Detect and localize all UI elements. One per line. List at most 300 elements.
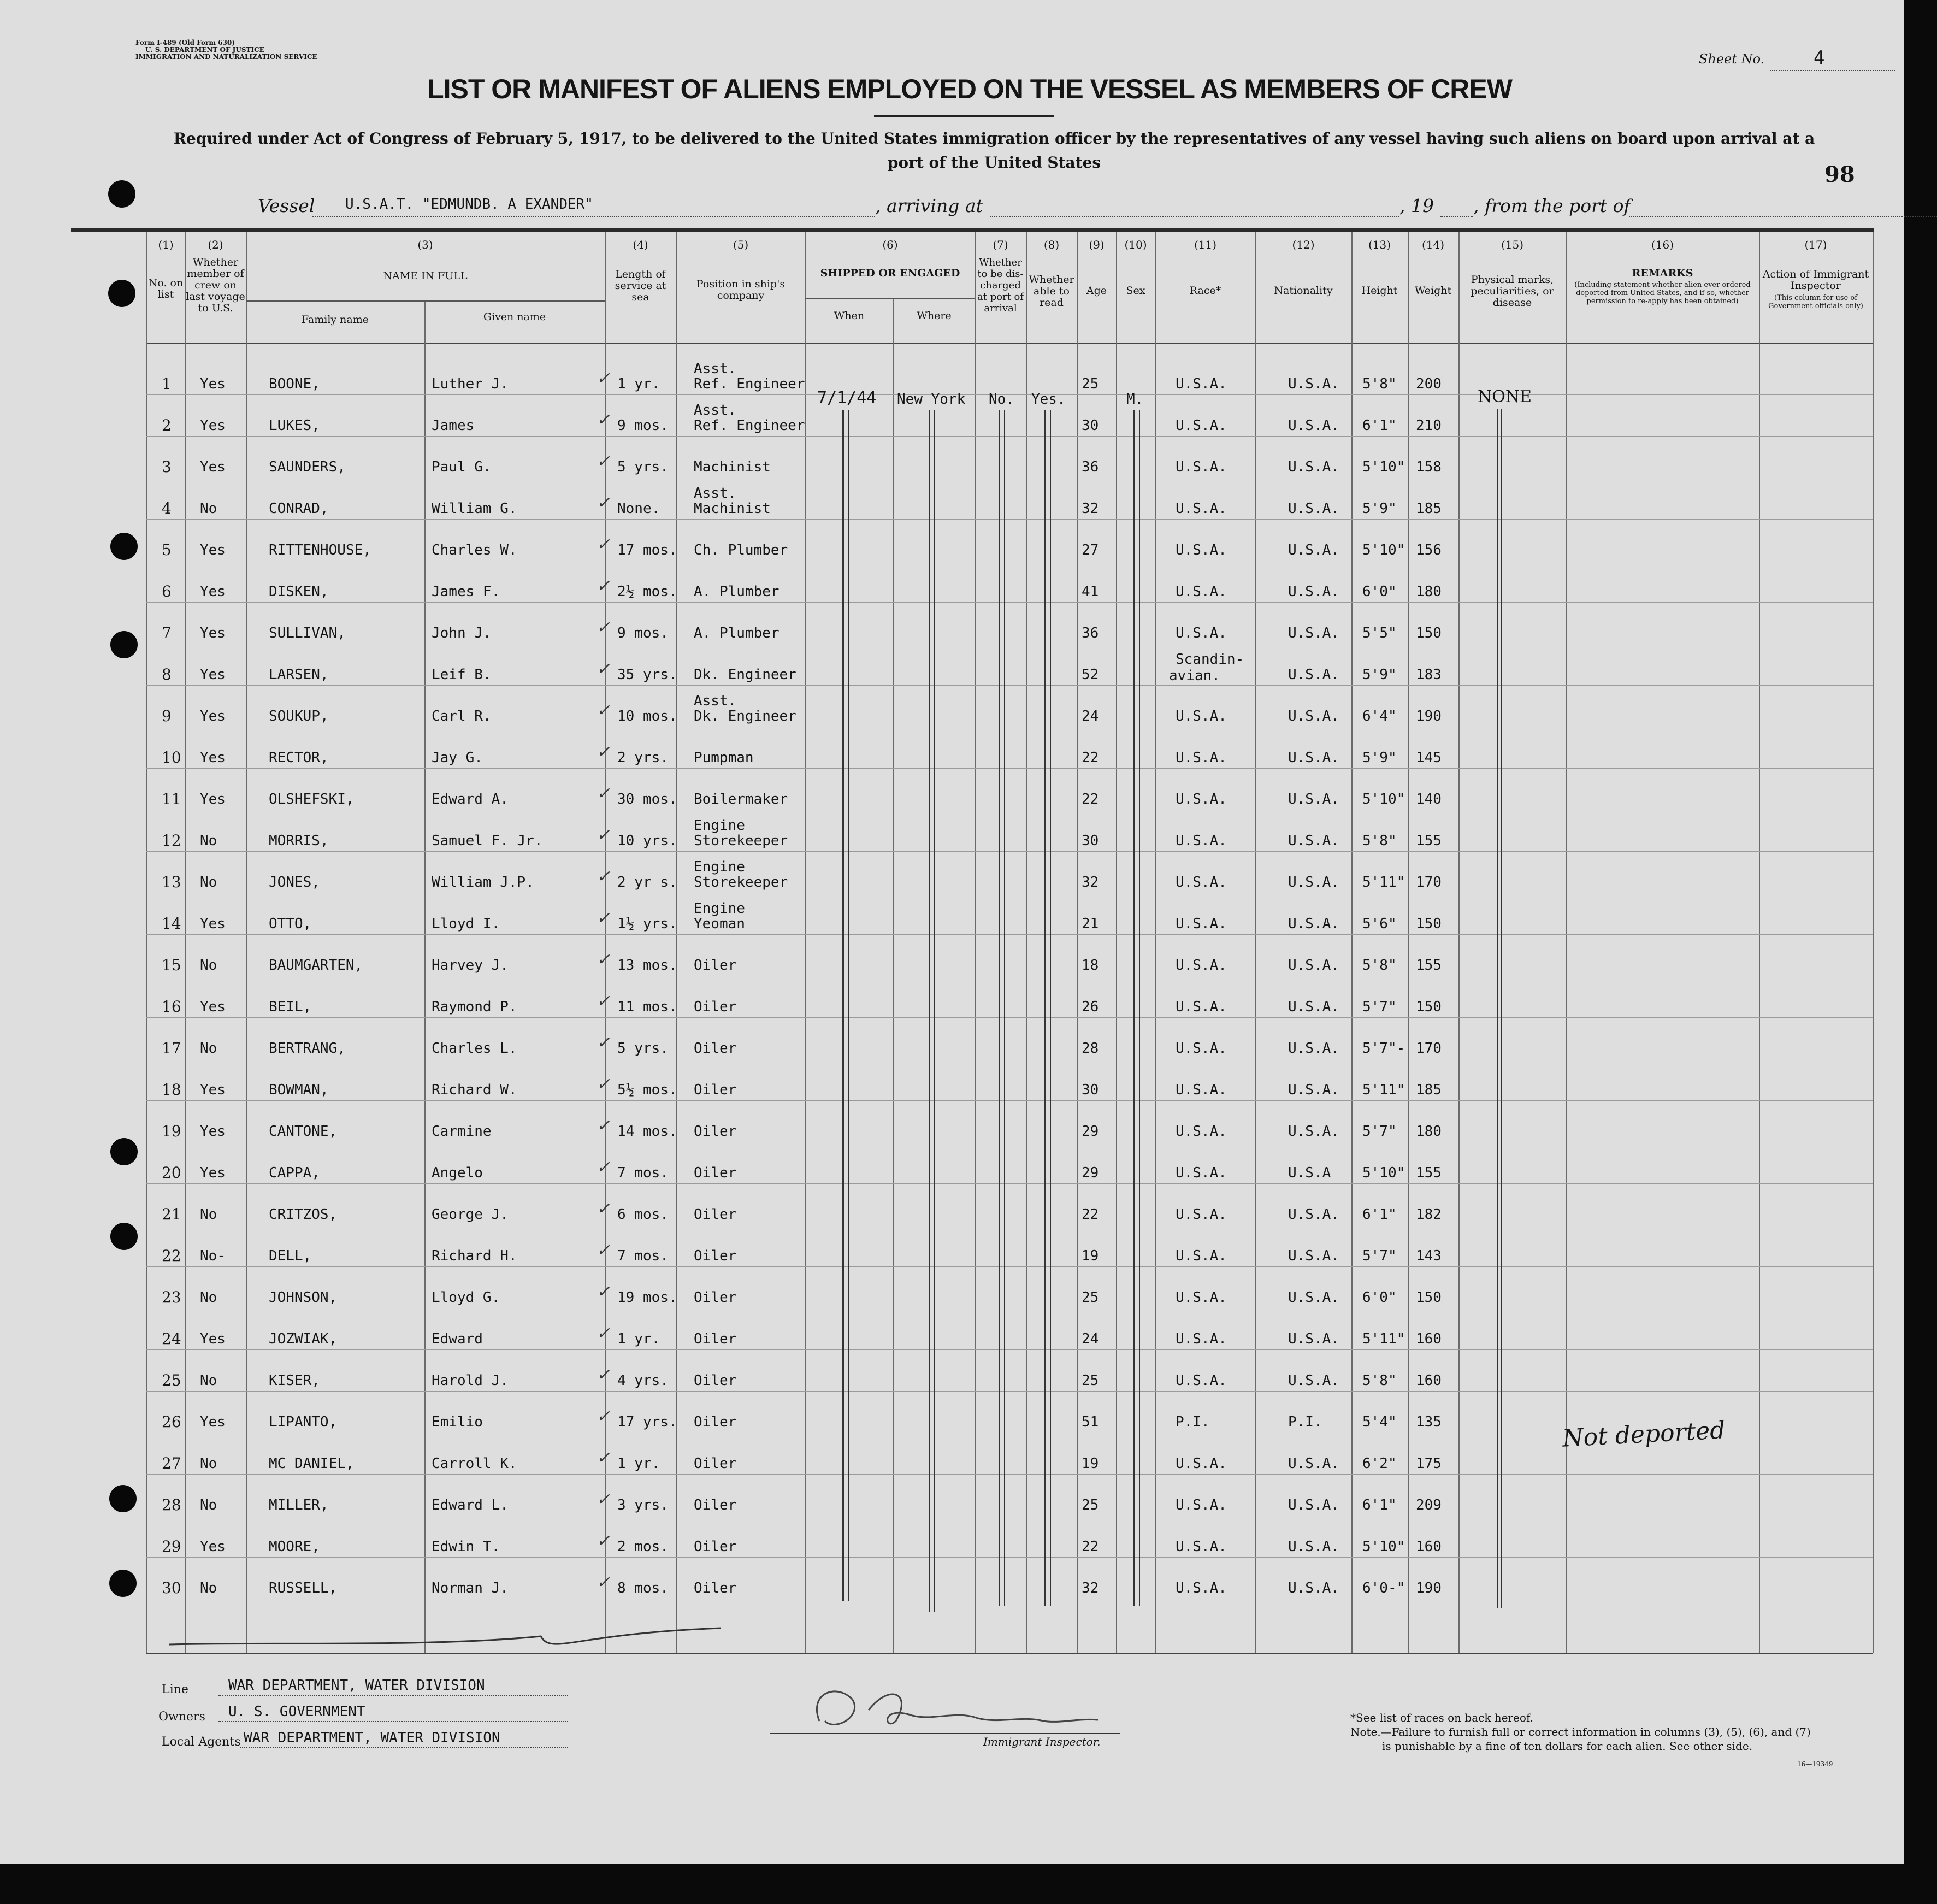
last-voyage-value: Yes	[200, 376, 226, 392]
last-voyage-value: No	[200, 1289, 217, 1306]
race-value-line-2: avian.	[1169, 668, 1220, 684]
weight-value: 158	[1416, 459, 1442, 475]
position-line-2: Boilermaker	[694, 791, 788, 807]
row-number: 7	[162, 624, 172, 642]
position-line-2: Oiler	[694, 1580, 737, 1596]
given-name: Leif B.	[432, 667, 492, 683]
weight-value: 150	[1416, 999, 1442, 1015]
check-mark-icon: ✓	[597, 1407, 611, 1426]
col-header-sex: Sex	[1126, 285, 1145, 297]
family-name: BAUMGARTEN,	[269, 957, 363, 974]
grid-line	[1408, 232, 1409, 1653]
height-value: 5'9"	[1362, 500, 1397, 517]
length-of-service: 6 mos.	[617, 1206, 669, 1223]
age-value: 19	[1082, 1455, 1099, 1472]
footer-note-penalty: Note.—Failure to furnish full or correct information in columns (3), (5), (6), and (7)	[1350, 1725, 1811, 1738]
position-line-1: Engine	[694, 859, 745, 875]
last-voyage-value: Yes	[200, 667, 226, 683]
height-value: 6'1"	[1362, 417, 1397, 434]
length-of-service: 2 yr s.	[617, 874, 677, 891]
length-of-service: 10 mos.	[617, 708, 677, 724]
last-voyage-value: Yes	[200, 417, 226, 434]
position-line-2: Ch. Plumber	[694, 542, 788, 558]
race-value: U.S.A.	[1176, 750, 1227, 766]
height-value: 5'9"	[1362, 750, 1397, 766]
height-value: 6'0"	[1362, 1289, 1397, 1306]
nationality-value: U.S.A.	[1288, 916, 1339, 932]
last-voyage-value: Yes	[200, 625, 226, 641]
last-voyage-value: No	[200, 1455, 217, 1472]
col-6-number: (6)	[882, 238, 898, 251]
check-mark-icon: ✓	[597, 1116, 611, 1135]
age-value: 32	[1082, 1580, 1099, 1596]
age-value: 30	[1082, 1082, 1099, 1098]
length-of-service: 9 mos.	[617, 417, 669, 434]
row-number: 30	[162, 1579, 181, 1597]
row-number: 25	[162, 1371, 181, 1389]
nationality-value: U.S.A.	[1288, 1497, 1339, 1513]
race-value: U.S.A.	[1176, 999, 1227, 1015]
age-value: 24	[1082, 1331, 1099, 1347]
family-name: JONES,	[269, 874, 320, 891]
position-line-2: Oiler	[694, 1331, 737, 1347]
check-mark-icon: ✓	[597, 1075, 611, 1094]
ditto-line	[1133, 410, 1135, 1606]
row-number: 18	[162, 1081, 181, 1099]
position-line-2: Oiler	[694, 1455, 737, 1472]
height-value: 6'2"	[1362, 1455, 1397, 1472]
family-name: MORRIS,	[269, 833, 329, 849]
nationality-value: U.S.A.	[1288, 1372, 1339, 1389]
age-value: 51	[1082, 1414, 1099, 1430]
race-value: U.S.A.	[1176, 625, 1227, 641]
col-8-number: (8)	[1043, 238, 1060, 251]
position-line-2: A. Plumber	[694, 625, 779, 641]
grid-line	[805, 232, 806, 1653]
row-number: 21	[162, 1205, 181, 1223]
row-rule	[146, 1017, 1873, 1018]
col-9-number: (9)	[1089, 238, 1105, 251]
position-line-2: Oiler	[694, 957, 737, 974]
length-of-service: 2 yrs.	[617, 750, 669, 766]
height-value: 5'7"-	[1362, 1040, 1405, 1057]
last-voyage-value: Yes	[200, 999, 226, 1015]
row-rule	[146, 934, 1873, 935]
row-number: 13	[162, 873, 181, 891]
position-line-2: Machinist	[694, 500, 771, 517]
grid-line	[1759, 232, 1760, 1653]
weight-value: 160	[1416, 1331, 1442, 1347]
row-rule	[146, 1474, 1873, 1475]
sex-value: M.	[1126, 391, 1144, 408]
footer-agents-value: WAR DEPARTMENT, WATER DIVISION	[244, 1730, 500, 1746]
check-mark-icon: ✓	[597, 659, 611, 679]
last-voyage-value: No	[200, 1580, 217, 1596]
weight-value: 145	[1416, 750, 1442, 766]
check-mark-icon: ✓	[597, 535, 611, 554]
vessel-line	[258, 195, 1733, 222]
age-value: 25	[1082, 376, 1099, 392]
given-name: George J.	[432, 1206, 509, 1223]
family-name: OTTO,	[269, 916, 312, 932]
col-5-number: (5)	[733, 238, 749, 251]
height-value: 6'1"	[1362, 1497, 1397, 1513]
inspector-note: (This column for use of Government officials only)	[1768, 294, 1863, 310]
position-line-2: Oiler	[694, 1372, 737, 1389]
age-value: 22	[1082, 791, 1099, 807]
given-name: Edward A.	[432, 791, 509, 807]
age-value: 25	[1082, 1372, 1099, 1389]
given-name: Samuel F. Jr.	[432, 833, 543, 849]
given-name: Edward	[432, 1331, 483, 1347]
family-name: KISER,	[269, 1372, 320, 1389]
grid-line	[424, 300, 426, 1653]
height-value: 6'1"	[1362, 1206, 1397, 1223]
check-mark-icon: ✓	[597, 1573, 611, 1592]
check-mark-icon: ✓	[597, 618, 611, 637]
given-name: Luther J.	[432, 376, 509, 392]
row-rule	[146, 436, 1873, 437]
length-of-service: 17 mos.	[617, 542, 677, 558]
check-mark-icon: ✓	[597, 1490, 611, 1509]
check-mark-icon: ✓	[597, 1531, 611, 1551]
weight-value: 180	[1416, 1123, 1442, 1140]
given-name: Charles W.	[432, 542, 517, 558]
col-header-inspector-action: Action of Immigrant Inspector	[1762, 268, 1869, 292]
given-name: James F.	[432, 583, 500, 600]
nationality-value: U.S.A.	[1288, 1206, 1339, 1223]
col-header-position: Position in ship's company	[696, 278, 786, 302]
col-header-when: When	[834, 310, 865, 322]
family-name: CONRAD,	[269, 500, 329, 517]
last-voyage-value: Yes	[200, 1414, 226, 1430]
race-value: U.S.A.	[1176, 1289, 1227, 1306]
family-name: DISKEN,	[269, 583, 329, 600]
footer-note-penalty-2: is punishable by a fine of ten dollars for each alien. See other side.	[1382, 1740, 1753, 1753]
grid-line	[1116, 232, 1117, 1653]
nationality-value: P.I.	[1288, 1414, 1322, 1430]
ditto-line	[842, 410, 844, 1601]
col-header-no-on-list: No. on list	[148, 277, 184, 300]
ditto-line	[1497, 409, 1498, 1608]
age-value: 41	[1082, 583, 1099, 600]
grid-line	[1351, 232, 1353, 1653]
weight-value: 156	[1416, 542, 1442, 558]
last-voyage-value: Yes	[200, 1538, 226, 1555]
footer-owners-value: U. S. GOVERNMENT	[228, 1703, 365, 1720]
weight-value: 150	[1416, 916, 1442, 932]
age-value: 18	[1082, 957, 1099, 974]
race-value: U.S.A.	[1176, 874, 1227, 891]
family-name: RECTOR,	[269, 750, 329, 766]
last-voyage-value: Yes	[200, 750, 226, 766]
able-to-read-value: Yes.	[1031, 391, 1066, 408]
nationality-value: U.S.A.	[1288, 1082, 1339, 1098]
nationality-value: U.S.A.	[1288, 1538, 1339, 1555]
position-line-2: Oiler	[694, 1538, 737, 1555]
weight-value: 140	[1416, 791, 1442, 807]
form-id	[135, 39, 317, 61]
grid-line	[975, 232, 976, 1653]
col-header-family-name: Family name	[302, 314, 369, 326]
length-of-service: 1 yr.	[617, 1455, 660, 1472]
family-name: RITTENHOUSE,	[269, 542, 371, 558]
row-rule	[146, 1100, 1873, 1101]
check-mark-icon: ✓	[597, 1324, 611, 1343]
age-value: 24	[1082, 708, 1099, 724]
inspector-rule	[770, 1733, 1120, 1734]
length-of-service: 7 mos.	[617, 1248, 669, 1264]
col-13-number: (13)	[1368, 238, 1391, 251]
footer-agents-label: Local Agents	[162, 1735, 241, 1749]
race-value: U.S.A.	[1176, 1455, 1227, 1472]
nationality-value: U.S.A.	[1288, 459, 1339, 475]
age-value: 22	[1082, 1538, 1099, 1555]
position-line-2: Storekeeper	[694, 833, 788, 849]
row-number: 24	[162, 1330, 181, 1348]
check-mark-icon: ✓	[597, 576, 611, 596]
last-voyage-value: No	[200, 833, 217, 849]
discharged-value: No.	[989, 391, 1014, 408]
col-header-nationality: Nationality	[1274, 285, 1333, 297]
signature-flourish	[158, 1617, 732, 1661]
grid-line	[246, 232, 247, 1653]
family-name: SAUNDERS,	[269, 459, 346, 475]
given-name: Paul G.	[432, 459, 492, 475]
given-name: Edwin T.	[432, 1538, 500, 1555]
col-15-number: (15)	[1501, 238, 1524, 251]
age-value: 26	[1082, 999, 1099, 1015]
footer-rule	[218, 1721, 568, 1722]
given-name: Richard H.	[432, 1248, 517, 1264]
length-of-service: 11 mos.	[617, 999, 677, 1015]
length-of-service: 35 yrs.	[617, 667, 677, 683]
weight-value: 155	[1416, 1165, 1442, 1181]
check-mark-icon: ✓	[597, 1033, 611, 1052]
family-name: OLSHEFSKI,	[269, 791, 355, 807]
position-line-1: Engine	[694, 900, 745, 917]
family-name: JOZWIAK,	[269, 1331, 338, 1347]
row-number: 29	[162, 1537, 181, 1555]
row-rule	[146, 1557, 1873, 1558]
race-value: U.S.A.	[1176, 1040, 1227, 1057]
footer-owners-label: Owners	[158, 1710, 205, 1724]
row-rule	[146, 519, 1873, 520]
height-value: 5'11"	[1362, 874, 1405, 891]
last-voyage-value: Yes	[200, 916, 226, 932]
height-value: 5'7"	[1362, 1123, 1397, 1140]
family-name: RUSSELL,	[269, 1580, 338, 1596]
position-line-2: Oiler	[694, 1082, 737, 1098]
race-value: U.S.A.	[1176, 957, 1227, 974]
family-name: BOONE,	[269, 376, 320, 392]
height-value: 5'11"	[1362, 1082, 1405, 1098]
footer-line-label: Line	[162, 1683, 188, 1696]
height-value: 5'10"	[1362, 1538, 1405, 1555]
year-label: , 19	[1399, 195, 1434, 216]
age-value: 25	[1082, 1289, 1099, 1306]
family-name: LUKES,	[269, 417, 320, 434]
height-value: 5'10"	[1362, 791, 1405, 807]
col-header-race: Race*	[1189, 285, 1221, 297]
nationality-value: U.S.A	[1288, 1165, 1331, 1181]
race-value: U.S.A.	[1176, 791, 1227, 807]
length-of-service: 14 mos.	[617, 1123, 677, 1140]
col-4-number: (4)	[633, 238, 648, 251]
row-number: 1	[162, 375, 172, 393]
nationality-value: U.S.A.	[1288, 1331, 1339, 1347]
weight-value: 170	[1416, 874, 1442, 891]
age-value: 30	[1082, 833, 1099, 849]
col-header-able-to-read: Whether able to read	[1029, 274, 1074, 309]
check-mark-icon: ✓	[597, 1448, 611, 1467]
weight-value: 209	[1416, 1497, 1442, 1513]
punch-hole	[110, 1223, 138, 1250]
form-number: Form I-489 (Old Form 630)	[135, 39, 235, 46]
check-mark-icon: ✓	[597, 701, 611, 720]
position-line-1: Asst.	[694, 485, 737, 502]
family-name: SOUKUP,	[269, 708, 329, 724]
position-line-2: Oiler	[694, 1289, 737, 1306]
row-rule	[146, 1391, 1873, 1392]
length-of-service: 1 yr.	[617, 376, 660, 392]
position-line-2: Ref. Engineer	[694, 417, 805, 434]
check-mark-icon: ✓	[597, 867, 611, 886]
height-value: 5'9"	[1362, 667, 1397, 683]
height-value: 5'10"	[1362, 1165, 1405, 1181]
grid-line	[1155, 232, 1156, 1653]
nationality-value: U.S.A.	[1288, 583, 1339, 600]
row-rule	[146, 1266, 1873, 1267]
family-name: BEIL,	[269, 999, 312, 1015]
row-number: 10	[162, 748, 181, 767]
check-mark-icon: ✓	[597, 992, 611, 1011]
check-mark-icon: ✓	[597, 1365, 611, 1384]
height-value: 5'10"	[1362, 542, 1405, 558]
row-rule	[146, 685, 1873, 686]
position-line-2: Ref. Engineer	[694, 376, 805, 392]
given-name: Emilio	[432, 1414, 483, 1430]
height-value: 6'0"	[1362, 583, 1397, 600]
check-mark-icon: ✓	[597, 452, 611, 471]
length-of-service: 17 yrs.	[617, 1414, 677, 1430]
given-name: Angelo	[432, 1165, 483, 1181]
weight-value: 155	[1416, 957, 1442, 974]
given-name: Carroll K.	[432, 1455, 517, 1472]
check-mark-icon: ✓	[597, 950, 611, 969]
row-rule	[146, 1183, 1873, 1184]
nationality-value: U.S.A.	[1288, 1455, 1339, 1472]
length-of-service: 2½ mos.	[617, 583, 677, 600]
grid-line	[185, 232, 186, 1653]
given-name: Lloyd I.	[432, 916, 500, 932]
age-value: 25	[1082, 1497, 1099, 1513]
footer-note-races: *See list of races on back hereof.	[1350, 1711, 1534, 1724]
age-value: 29	[1082, 1165, 1099, 1181]
nationality-value: U.S.A.	[1288, 708, 1339, 724]
shipped-subheader-rule	[805, 298, 975, 299]
last-voyage-value: Yes	[200, 1165, 226, 1181]
from-port-label: , from the port of	[1473, 195, 1631, 216]
name-subheader-rule	[246, 300, 605, 302]
ditto-line	[1004, 410, 1005, 1606]
punch-hole	[109, 1485, 137, 1512]
ditto-line	[1139, 410, 1140, 1606]
nationality-value: U.S.A.	[1288, 667, 1339, 683]
punch-hole	[109, 1570, 137, 1597]
nationality-value: U.S.A.	[1288, 417, 1339, 434]
col-header-length-of-service: Length of service at sea	[615, 268, 666, 303]
nationality-value: U.S.A.	[1288, 1040, 1339, 1057]
height-value: 5'7"	[1362, 1248, 1397, 1264]
subtitle-line-2: port of the United States	[887, 154, 1101, 172]
footer-line-value: WAR DEPARTMENT, WATER DIVISION	[228, 1677, 485, 1694]
length-of-service: 10 yrs.	[617, 833, 677, 849]
col-header-discharged: Whether to be dis-charged at port of arrival	[977, 257, 1024, 314]
given-name: Carmine	[432, 1123, 492, 1140]
height-value: 5'6"	[1362, 916, 1397, 932]
family-name: DELL,	[269, 1248, 312, 1264]
family-name: SULLIVAN,	[269, 625, 346, 641]
row-number: 19	[162, 1122, 181, 1140]
position-line-2: Oiler	[694, 999, 737, 1015]
sheet-number: 4	[1814, 47, 1825, 69]
ditto-line	[934, 410, 935, 1612]
length-of-service: 19 mos.	[617, 1289, 677, 1306]
family-name: JOHNSON,	[269, 1289, 338, 1306]
position-line-2: Oiler	[694, 1414, 737, 1430]
length-of-service: 5 yrs.	[617, 1040, 669, 1057]
height-value: 6'4"	[1362, 708, 1397, 724]
inspector-label: Immigrant Inspector.	[983, 1735, 1101, 1748]
col-header-where: Where	[917, 310, 952, 322]
length-of-service: 3 yrs.	[617, 1497, 669, 1513]
length-of-service: 8 mos.	[617, 1580, 669, 1596]
given-name: Harvey J.	[432, 957, 509, 974]
weight-value: 143	[1416, 1248, 1442, 1264]
check-mark-icon: ✓	[597, 742, 611, 762]
weight-value: 170	[1416, 1040, 1442, 1057]
given-name: James	[432, 417, 475, 434]
title-rule	[874, 115, 1054, 117]
weight-value: 182	[1416, 1206, 1442, 1223]
length-of-service: 7 mos.	[617, 1165, 669, 1181]
position-line-2: Oiler	[694, 1165, 737, 1181]
race-value: U.S.A.	[1176, 542, 1227, 558]
col-header-physical-marks: Physical marks, peculiarities, or disease	[1471, 274, 1554, 309]
check-mark-icon: ✓	[597, 1282, 611, 1301]
position-line-2: Machinist	[694, 459, 771, 475]
punch-hole	[110, 1138, 138, 1165]
row-number: 8	[162, 665, 172, 683]
ditto-line	[999, 410, 1000, 1606]
punch-hole	[108, 280, 135, 307]
row-number: 2	[162, 416, 172, 434]
position-line-2: Oiler	[694, 1123, 737, 1140]
age-value: 36	[1082, 459, 1099, 475]
check-mark-icon: ✓	[597, 369, 611, 388]
col-11-number: (11)	[1194, 238, 1217, 251]
race-value: U.S.A.	[1176, 376, 1227, 392]
last-voyage-value: Yes	[200, 583, 226, 600]
row-rule	[146, 602, 1873, 603]
inspector-signature	[803, 1672, 1109, 1743]
weight-value: 180	[1416, 583, 1442, 600]
race-value: U.S.A.	[1176, 500, 1227, 517]
col-16-number: (16)	[1651, 238, 1674, 251]
nationality-value: U.S.A.	[1288, 1580, 1339, 1596]
weight-value: 150	[1416, 625, 1442, 641]
